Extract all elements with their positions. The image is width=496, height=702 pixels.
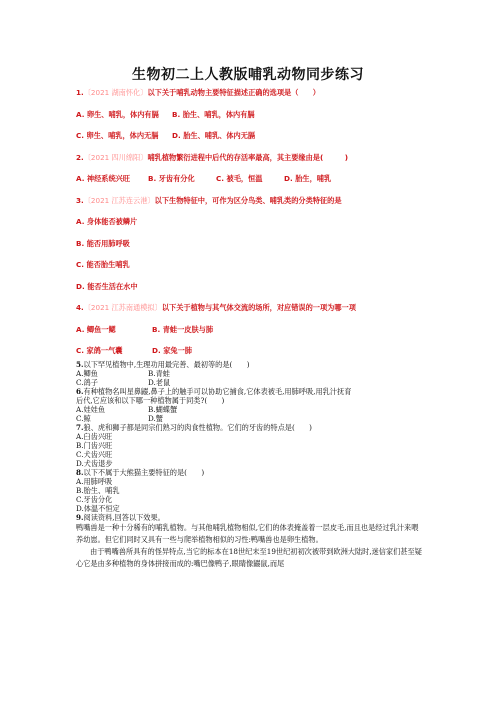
- question-7-option-a: A.臼齿兴旺: [76, 432, 113, 441]
- question-6-options-cd: C.鲸 D.蟹: [76, 414, 163, 423]
- question-8-option-a: A.用肺呼吸: [76, 477, 113, 486]
- question-6-stem: 6.有种植物名叫星鼻鼹,鼻子上的触手可以协助它捕食,它体表被毛,用肺呼吸,用乳汁抚育: [76, 387, 352, 396]
- question-3-option-b: B. 能否用肺呼吸: [76, 238, 130, 248]
- question-4-options-ab: A. 鲫鱼一鳃 B. 青蛙一皮肤与肺: [76, 324, 214, 334]
- page-title: 生物初二上人教版哺乳动物同步练习: [132, 67, 364, 83]
- question-9-stem: 9.阅读资料,回答以下效果。: [76, 513, 165, 522]
- question-8-option-b: B.胎生、哺乳: [76, 486, 120, 495]
- reading-paragraph-2: 由于鸭嘴兽所具有的怪异特点,当它的标本在18世纪末至19世纪初初次被带到欧洲大陆时,迷信家们甚至疑心它是由多种植物的身体拼接而成的:嘴巴像鸭子,眼睛像鼹鼠,而尾: [76, 547, 422, 568]
- question-4-stem: 4.〔2021 江苏南通模拟〕以下关于植物与其气体交流的场所，对应错误的一项为哪一项: [76, 303, 356, 312]
- question-7-option-b: B.门齿兴旺: [76, 441, 113, 450]
- document-body: [76, 88, 422, 570]
- question-4-options-cd: C. 家鸽一气囊 D. 家兔一肺: [76, 346, 192, 355]
- question-2-options: A. 神经系统兴旺 B. 牙齿有分化 C. 被毛，恒温 D. 胎生，哺乳: [76, 174, 332, 183]
- question-7-stem: 7.狼、虎和狮子都是同宗们熟习的肉食性植物。它们的牙齿的特点是( ): [76, 423, 312, 432]
- question-1-stem: 1.〔2021 湖南怀化〕以下关于哺乳动物主要特征描述正确的选项是（ ）: [76, 88, 320, 97]
- question-5-options-ab: A.鲫鱼 B.青蛙: [76, 369, 170, 378]
- question-3-option-d: D. 能否生活在水中: [76, 281, 138, 291]
- question-7-option-c: C.犬齿兴旺: [76, 450, 113, 459]
- question-6-stem-continued: 后代,它应该和以下哪一种植物属于同类?( ): [76, 396, 225, 405]
- question-7-option-d: D.犬齿退步: [76, 459, 113, 468]
- question-3-option-a: A. 身体能否被鳞片: [76, 217, 138, 226]
- question-5-options-cd: C.鸽子 D.老鼠: [76, 378, 171, 387]
- question-1-options-ab: A. 卵生、哺乳，体内有膈 B. 胎生、哺乳，体内有膈: [76, 109, 255, 119]
- question-5-stem: 5.以下罕见植物中,生理功用最完善、最初等的是( ): [76, 360, 250, 369]
- question-1-options-cd: C. 卵生、哺乳，体内无膈 D. 胎生、哺乳、体内无膈: [76, 131, 256, 140]
- question-3-option-c: C. 能否胎生哺乳: [76, 260, 130, 269]
- question-8-option-d: D.体温不恒定: [76, 504, 120, 513]
- question-2-stem: 2.〔2021 四川绵阳〕哺乳植物繁衍进程中后代的存活率最高，其主要缘由是( ): [76, 152, 349, 162]
- question-3-stem: 3.〔2021 江苏连云港〕以下生物特征中，可作为区分鸟类、哺乳类的分类特征的是: [76, 195, 342, 205]
- question-6-options-ab: A.娃娃鱼 B.蝴蝶蟹: [76, 405, 178, 414]
- question-8-option-c: C.牙齿分化: [76, 495, 113, 504]
- question-8-stem: 8.以下不属于大熊猫主要特征的是( ): [76, 468, 205, 477]
- reading-paragraph-1: 鸭嘴兽是一种十分稀有的哺乳植物。与其他哺乳植物相似,它们的体表掩盖着一层皮毛,而且也是经过乳汁来喂养幼崽。但它们同时又具有一些与爬举植物相似的习性:鸭嘴兽也是卵生植物。: [76, 523, 419, 544]
